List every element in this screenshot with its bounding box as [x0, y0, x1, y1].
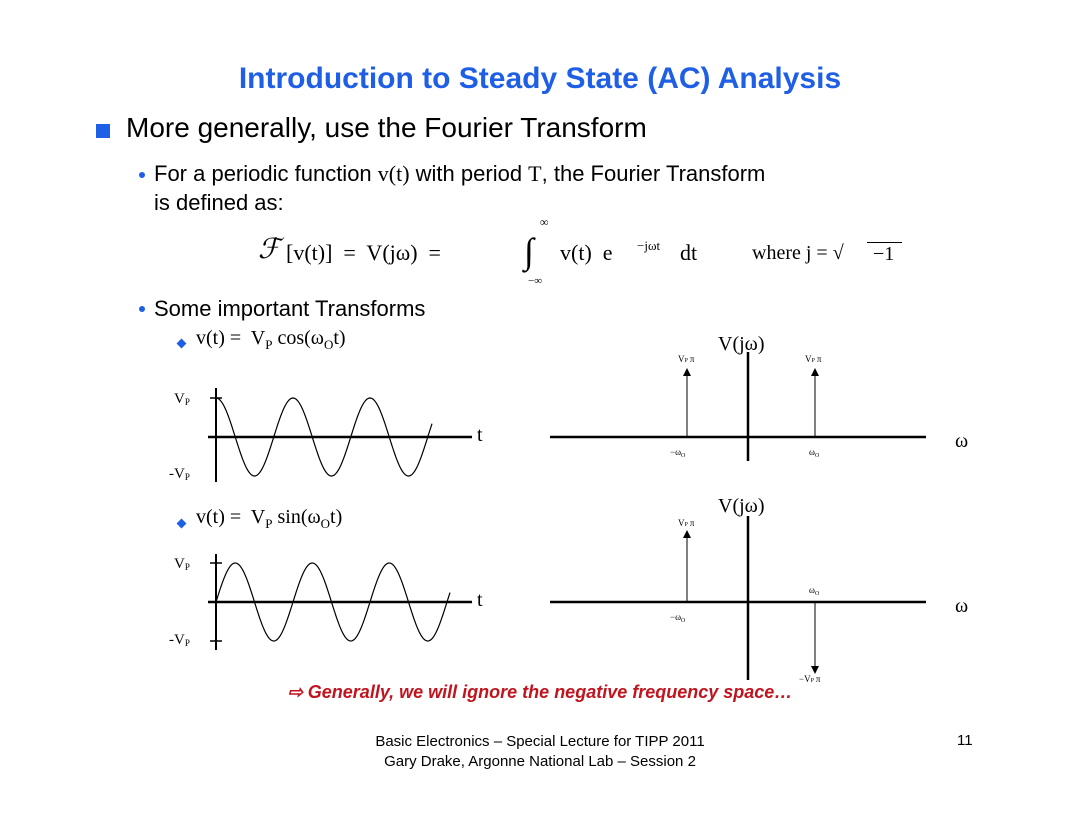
- cosine-spectrum-plot: [550, 333, 968, 461]
- sin-vp-label: [174, 556, 190, 572]
- footer-line-2: Gary Drake, Argonne National Lab – Session 2: [384, 753, 696, 770]
- page-number: 11: [957, 732, 973, 749]
- cos-impulse-label-left: [678, 354, 695, 364]
- cos-formula-o: O: [323, 337, 334, 352]
- sin-nvp-v: -V: [169, 632, 185, 648]
- sin-vp-sub: P: [184, 562, 190, 572]
- cos-vp-label: [174, 391, 190, 407]
- integral-sign: ∫: [524, 231, 534, 271]
- negative-frequency-note: ⇨ Generally, we will ignore the negative frequency space…: [287, 682, 793, 702]
- sin-formula-a: v(t) = V: [196, 506, 266, 528]
- sin-omega-o-label: [809, 585, 820, 597]
- sin-vp-v: V: [174, 556, 185, 572]
- cos-formula-a: v(t) = V: [196, 327, 266, 349]
- cos-nvp-v: -V: [169, 466, 185, 482]
- sin-neg-omega-o-label: [670, 612, 686, 624]
- sub1-text-b: with period: [409, 161, 529, 186]
- sine-spectrum-plot: [550, 495, 968, 684]
- sin-pi: π: [815, 674, 821, 684]
- cos-omega-axis-label: ω: [955, 430, 969, 452]
- integral-lower-limit: −∞: [528, 275, 543, 287]
- sin-nvp-sub: P: [184, 638, 190, 648]
- integrand-exponent: −jωt: [637, 238, 661, 253]
- cir-v: V: [805, 354, 812, 364]
- cos-vp-v: V: [174, 391, 185, 407]
- sno-w: ω: [675, 612, 682, 622]
- footer-line-1: Basic Electronics – Special Lecture for TIPP 2011: [375, 733, 705, 750]
- sil-v: V: [678, 518, 685, 528]
- sin-t-label: t: [477, 589, 483, 611]
- sin-v: −V: [799, 674, 811, 684]
- cos-spectrum-title: V(jω): [718, 333, 765, 355]
- cos-formula-sub: P: [265, 337, 273, 352]
- sin-neg-vp-label: [169, 632, 190, 648]
- cos-neg-vp-label: [169, 466, 190, 482]
- sub1-text-c: , the Fourier Transform: [541, 161, 766, 186]
- cil-pi: π: [689, 354, 695, 364]
- cil-v: V: [678, 354, 685, 364]
- sin-impulse-label-left: [678, 518, 695, 528]
- where-j-definition: where j = √: [752, 242, 844, 264]
- sno-sub: O: [681, 618, 686, 624]
- spo-sub: O: [814, 591, 820, 597]
- sine-time-plot: [169, 554, 483, 650]
- cos-formula-b: cos(ω: [272, 327, 324, 349]
- bullet-main-text: More generally, use the Fourier Transform: [126, 112, 647, 143]
- cir-pi: π: [816, 354, 822, 364]
- sin-formula-sub: P: [265, 516, 273, 531]
- cos-formula-end: t): [333, 327, 346, 349]
- cos-vp-sub: P: [184, 397, 190, 407]
- cno-sub: O: [681, 453, 686, 459]
- sil-pi: π: [689, 518, 695, 528]
- script-f-symbol: ℱ: [258, 234, 281, 265]
- sin-formula-end: t): [330, 506, 343, 528]
- sin-sub: P: [810, 678, 814, 684]
- sin-omega-axis-label: ω: [955, 595, 969, 617]
- equation-lhs: [v(t)] = V(jω) =: [286, 240, 441, 265]
- cos-t-label: t: [477, 424, 483, 446]
- cno-w: ω: [675, 447, 682, 457]
- cos-omega-o-label: [809, 447, 820, 459]
- cpo-w: ω: [809, 447, 815, 457]
- sin-formula-o: O: [320, 516, 331, 531]
- sil-sub: P: [684, 522, 688, 528]
- sin-formula-b: sin(ω: [272, 506, 321, 528]
- sub-bullet-transforms: Some important Transforms: [154, 296, 426, 321]
- integral-upper-limit: ∞: [540, 215, 549, 229]
- differential-dt: dt: [680, 240, 698, 265]
- sub1-period: T: [528, 161, 542, 186]
- cil-sub: P: [684, 358, 688, 364]
- slide-footer: [300, 732, 780, 772]
- integrand: v(t) e: [560, 240, 613, 265]
- cir-sub: P: [811, 358, 815, 364]
- cos-impulse-label-right: [805, 354, 822, 364]
- slide-title: Introduction to Steady State (AC) Analysis: [238, 62, 842, 95]
- radicand: −1: [867, 242, 902, 266]
- cos-neg-omega-o-label: [670, 447, 686, 459]
- sno-neg: −: [670, 612, 676, 622]
- sub1-line2: is defined as:: [154, 190, 284, 215]
- cos-nvp-sub: P: [184, 472, 190, 482]
- cno-neg: −: [670, 447, 676, 457]
- sub1-text-a: For a periodic function: [154, 161, 378, 186]
- spo-w: ω: [809, 585, 815, 595]
- sub1-func: v(t): [377, 161, 410, 186]
- cosine-time-plot: [169, 388, 483, 482]
- sin-spectrum-title: V(jω): [718, 495, 765, 517]
- cpo-sub: O: [814, 453, 820, 459]
